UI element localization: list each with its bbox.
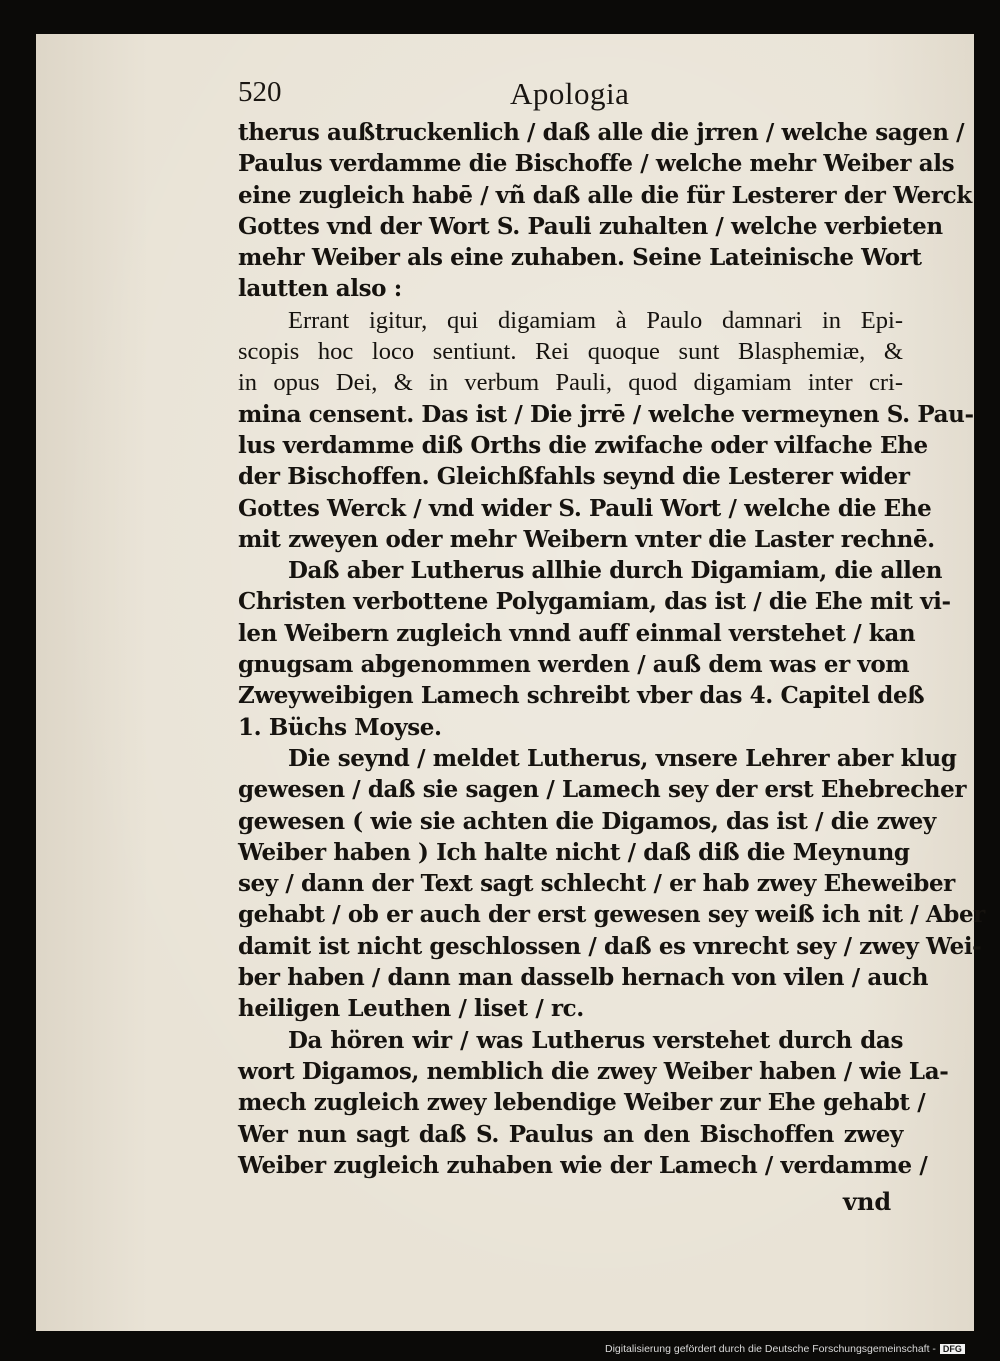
text-line: Da hören wir / was Lutherus verstehet durch das bbox=[288, 1026, 903, 1054]
text-line: mehr Weiber als eine zuhaben. Seine Lateinische Wort bbox=[238, 244, 922, 272]
text-line: mech zugleich zwey lebendige Weiber zur Ehe gehabt / bbox=[238, 1089, 926, 1117]
text-line: gewesen ( wie sie achten die Digamos, das ist / die zwey bbox=[238, 807, 936, 835]
page-header bbox=[238, 76, 898, 116]
page-number: 520 bbox=[238, 76, 282, 108]
text-line: mina censent. Das ist / Die jrrē / welche vermeynen S. Pau- bbox=[238, 400, 974, 428]
text-line: gnugsam abgenommen werden / auß dem was er vom bbox=[238, 651, 910, 679]
text-line: damit ist nicht geschlossen / daß es vnrecht sey / zwey Wei- bbox=[238, 932, 982, 960]
dfg-logo: DFG bbox=[940, 1344, 965, 1354]
text-line: Gottes Werck / vnd wider S. Pauli Wort / welche die Ehe bbox=[238, 494, 932, 522]
text-line: Paulus verdamme die Bischoffe / welche mehr Weiber als bbox=[238, 150, 955, 178]
digitization-footer bbox=[605, 1343, 965, 1359]
text-line: Wer nun sagt daß S. Paulus an den Bischoffen zwey bbox=[238, 1120, 903, 1148]
text-line: heiligen Leuthen / liset / rc. bbox=[238, 995, 584, 1023]
footer-text: Digitalisierung gefördert durch die Deutsche Forschungsgemeinschaft - bbox=[605, 1343, 936, 1355]
text-line: Weiber haben ) Ich halte nicht / daß diß die Meynung bbox=[238, 838, 910, 866]
text-line: lautten also : bbox=[238, 275, 402, 303]
body-text bbox=[238, 117, 985, 1181]
text-line: gewesen / daß sie sagen / Lamech sey der erst Ehebrecher bbox=[238, 776, 967, 804]
running-head: Apologia bbox=[510, 76, 630, 111]
text-line: lus verdamme diß Orths die zwifache oder vilfache Ehe bbox=[238, 431, 928, 459]
text-line: scopis hoc loco sentiunt. Rei quoque sunt Blasphemiæ, & bbox=[238, 338, 903, 366]
text-line: in opus Dei, & in verbum Pauli, quod digamiam inter cri- bbox=[238, 369, 903, 397]
text-line: 1. Büchs Moyse. bbox=[238, 713, 442, 741]
text-line: len Weibern zugleich vnnd auff einmal verstehet / kan bbox=[238, 619, 916, 647]
text-line: Daß aber Lutherus allhie durch Digamiam, die allen bbox=[288, 557, 943, 585]
text-line: Zweyweibigen Lamech schreibt vber das 4. Capitel deß bbox=[238, 682, 925, 710]
text-line: wort Digamos, nemblich die zwey Weiber haben / wie La- bbox=[238, 1057, 949, 1085]
text-line: therus außtruckenlich / daß alle die jrren / welche sagen / bbox=[238, 119, 965, 146]
text-line: sey / dann der Text sagt schlecht / er hab zwey Eheweiber bbox=[238, 870, 955, 898]
text-line: ber haben / dann man dasselb hernach von vilen / auch bbox=[238, 964, 929, 992]
text-line: Errant igitur, qui digamiam à Paulo damnari in Epi- bbox=[288, 306, 903, 334]
text-line: Christen verbottene Polygamiam, das ist / die Ehe mit vi- bbox=[238, 588, 951, 616]
text-line: Weiber zugleich zuhaben wie der Lamech / verdamme / bbox=[238, 1151, 928, 1179]
text-line: mit zweyen oder mehr Weibern vnter die Laster rechnē. bbox=[238, 525, 935, 553]
text-line: Gottes vnd der Wort S. Pauli zuhalten / welche verbieten bbox=[238, 212, 943, 240]
text-line: Die seynd / meldet Lutherus, vnsere Lehrer aber klug bbox=[288, 744, 957, 772]
text-line: der Bischoffen. Gleichßfahls seynd die Lesterer wider bbox=[238, 463, 910, 491]
text-line: gehabt / ob er auch der erst gewesen sey weiß ich nit / Aber bbox=[238, 901, 985, 929]
catchword: vnd bbox=[843, 1187, 892, 1216]
text-line: eine zugleich habē / vñ daß alle die für Lesterer der Werck bbox=[238, 181, 972, 209]
